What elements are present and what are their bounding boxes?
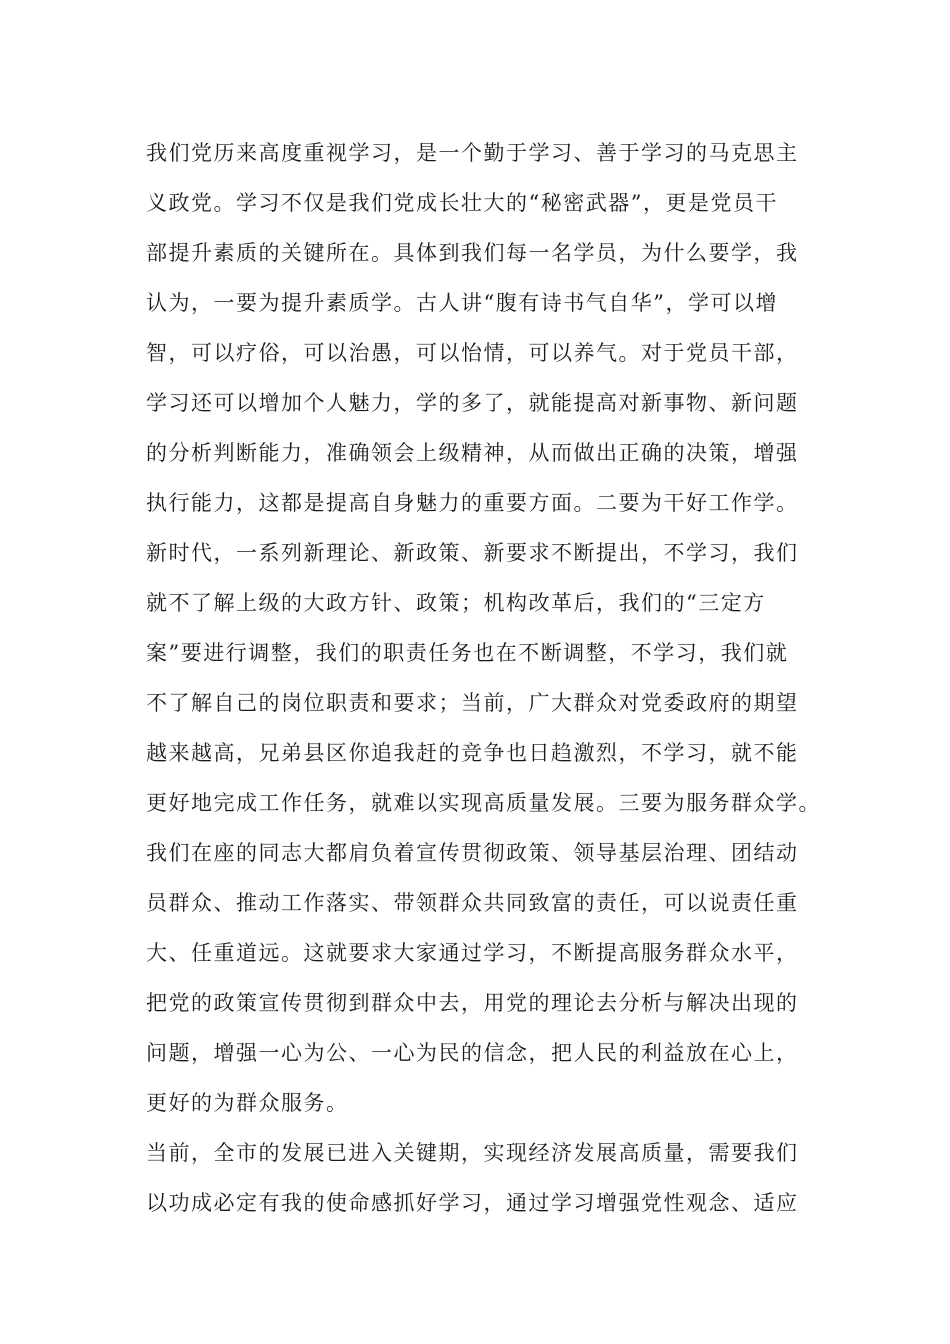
text-line: 的分析判断能力，准确领会上级精神，从而做出正确的决策，增强 [146, 441, 799, 465]
text-line: 把党的政策宣传贯彻到群众中去，用党的理论去分析与解决出现的 [146, 991, 799, 1015]
text-line: 更好的为群众服务。 [146, 1091, 349, 1115]
text-line: 当前，全市的发展已进入关键期，实现经济发展高质量，需要我们 [146, 1141, 799, 1165]
text-line: 新时代，一系列新理论、新政策、新要求不断提出，不学习，我们 [146, 541, 799, 565]
text-line: 部提升素质的关键所在。具体到我们每一名学员，为什么要学，我 [146, 241, 799, 265]
paragraph-1 [146, 128, 826, 1128]
text-line: 智，可以疗俗，可以治愚，可以怡情，可以养气。对于党员干部， [146, 341, 799, 365]
document-body [146, 128, 826, 1228]
text-line: 义政党。学习不仅是我们党成长壮大的“秘密武器”，更是党员干 [146, 191, 778, 215]
text-line: 大、任重道远。这就要求大家通过学习，不断提高服务群众水平， [146, 941, 799, 965]
text-line: 以功成必定有我的使命感抓好学习，通过学习增强党性观念、适应 [146, 1191, 799, 1215]
text-line: 执行能力，这都是提高自身魅力的重要方面。二要为干好工作学。 [146, 491, 799, 515]
text-line: 越来越高，兄弟县区你追我赶的竞争也日趋激烈，不学习，就不能 [146, 741, 799, 765]
text-line: 学习还可以增加个人魅力，学的多了，就能提高对新事物、新问题 [146, 391, 799, 415]
text-line: 认为，一要为提升素质学。古人讲“腹有诗书气自华”，学可以增 [146, 291, 778, 315]
text-line: 我们党历来高度重视学习，是一个勤于学习、善于学习的马克思主 [146, 141, 799, 165]
paragraph-2 [146, 1128, 826, 1228]
text-line: 不了解自己的岗位职责和要求；当前，广大群众对党委政府的期望 [146, 691, 799, 715]
text-line: 员群众、推动工作落实、带领群众共同致富的责任，可以说责任重 [146, 891, 799, 915]
text-line: 更好地完成工作任务，就难以实现高质量发展。三要为服务群众学。 [146, 791, 821, 815]
text-line: 案”要进行调整，我们的职责任务也在不断调整，不学习，我们就 [146, 641, 789, 665]
text-line: 问题，增强一心为公、一心为民的信念，把人民的利益放在心上， [146, 1041, 799, 1065]
text-line: 我们在座的同志大都肩负着宣传贯彻政策、领导基层治理、团结动 [146, 841, 799, 865]
text-line: 就不了解上级的大政方针、政策；机构改革后，我们的“三定方 [146, 591, 766, 615]
